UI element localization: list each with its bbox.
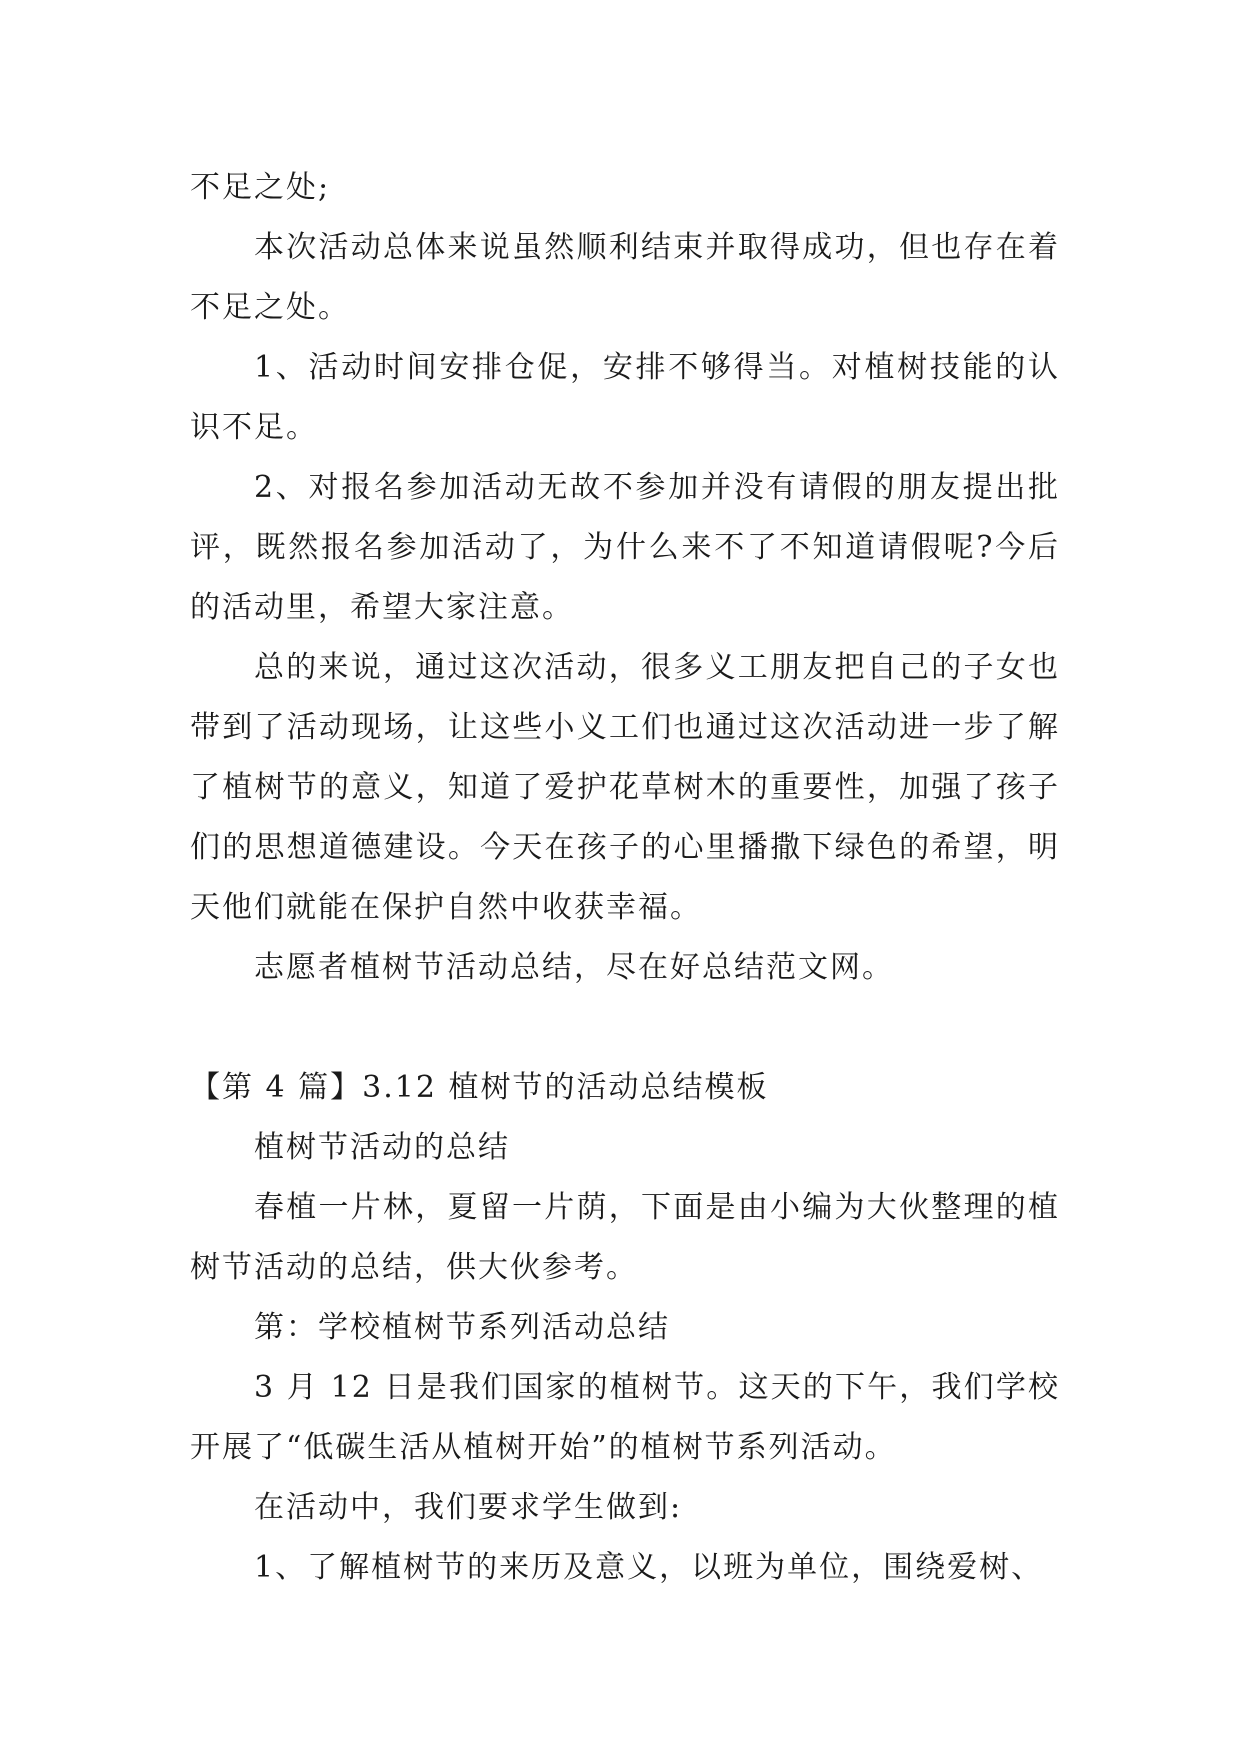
paragraph: 不足之处; <box>190 170 331 205</box>
paragraph: 3 月 12 日是我们国家的植树节。这天的下午，我们学校开展了“低碳生活从植树开始”的植树节系列活动。 <box>190 1370 1060 1465</box>
paragraph: 植树节活动的总结 <box>254 1130 510 1165</box>
paragraph: 本次活动总体来说虽然顺利结束并取得成功，但也存在着不足之处。 <box>190 230 1060 325</box>
section-spacer <box>190 998 1060 1058</box>
paragraph: 2、对报名参加活动无故不参加并没有请假的朋友提出批评，既然报名参加活动了，为什么来不了不知道请假呢?今后的活动里，希望大家注意。 <box>190 470 1060 625</box>
paragraph: 1、活动时间安排仓促，安排不够得当。对植树技能的认识不足。 <box>190 350 1060 445</box>
paragraph: 总的来说，通过这次活动，很多义工朋友把自己的子女也带到了活动现场，让这些小义工们也通过这次活动进一步了解了植树节的意义，知道了爱护花草树木的重要性，加强了孩子们的思想道德建设。今天在孩子的心里播撒下绿色的希望，明天他们就能在保护自然中收获幸福。 <box>190 650 1060 925</box>
paragraph: 春植一片林，夏留一片荫，下面是由小编为大伙整理的植树节活动的总结，供大伙参考。 <box>190 1190 1060 1285</box>
paragraph: 志愿者植树节活动总结，尽在好总结范文网。 <box>254 950 894 985</box>
paragraph: 1、了解植树节的来历及意义，以班为单位，围绕爱树、 <box>254 1550 1044 1585</box>
document-body <box>190 158 1060 1598</box>
paragraph: 第：学校植树节系列活动总结 <box>254 1310 670 1345</box>
paragraph: 在活动中，我们要求学生做到: <box>254 1490 683 1525</box>
section-heading: 【第 4 篇】3.12 植树节的活动总结模板 <box>190 1070 769 1105</box>
